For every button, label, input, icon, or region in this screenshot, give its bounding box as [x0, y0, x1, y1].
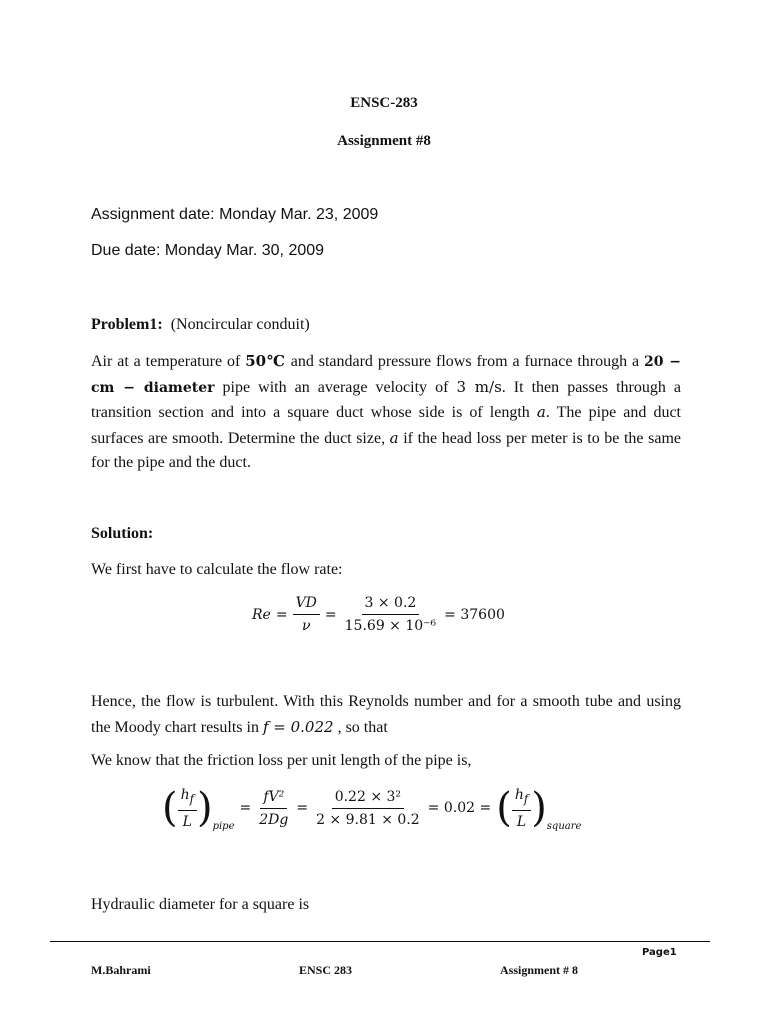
fraction: [342, 594, 440, 635]
paragraph-text: Hence, the flow is turbulent. With this Reynolds number and for a smooth tube and using the Moody chart results in: [91, 693, 681, 736]
hydraulic-diameter-text: Hydraulic diameter for a square is: [91, 896, 310, 913]
denominator: 15.69 × 10⁻⁶: [344, 618, 437, 634]
numerator: 0.22 × 3²: [332, 788, 404, 809]
fraction: [178, 786, 197, 831]
eq-result: = 37600: [444, 606, 505, 623]
problem-text: . The pipe and duct surfaces are smooth. Determine the duct size,: [91, 404, 682, 447]
side-variable: a: [389, 428, 399, 447]
paren: (: [162, 785, 178, 832]
numerator: [178, 786, 197, 811]
denominator: 2Dg: [259, 811, 289, 828]
problem-heading: [91, 316, 310, 334]
pipe-diameter: 20 − cm − diameter: [91, 354, 681, 396]
paren: ): [196, 785, 213, 832]
problem-label: Problem1:: [91, 316, 163, 333]
numerator: 3 × 0.2: [362, 594, 420, 615]
eq-operator: =: [275, 606, 288, 623]
problem-subtitle: (Noncircular conduit): [170, 316, 310, 333]
denominator: ν: [301, 618, 311, 634]
due-date: Due date: Monday Mar. 30, 2009: [91, 242, 325, 259]
footer-divider: [50, 941, 710, 942]
numerator: VD: [293, 594, 320, 615]
numerator: fV²: [260, 788, 287, 809]
numerator: [512, 786, 531, 811]
friction-factor: f = 0.022: [262, 717, 334, 736]
velocity-value: 3 m/s: [456, 377, 502, 396]
paren: ): [531, 785, 547, 832]
problem-text: Air at a temperature of: [91, 353, 246, 370]
temperature-value: 50℃: [245, 352, 286, 370]
problem-text: and standard pressure flows from a furnace through a: [285, 353, 644, 370]
eq-operator: =: [296, 800, 309, 817]
eq-result: = 0.02 =: [427, 800, 492, 817]
denominator: L: [182, 813, 192, 830]
reynolds-equation: [252, 594, 510, 635]
turbulent-paragraph: [91, 690, 681, 740]
assignment-title: Assignment #8: [337, 133, 431, 149]
problem-text: . It then passes through a transition section and into a square duct whose side is of length: [91, 378, 682, 421]
eq-operator: =: [239, 800, 252, 817]
paragraph-text: , so that: [333, 718, 388, 736]
fraction: [313, 788, 423, 829]
eq-subscript: f: [523, 791, 529, 806]
friction-loss-text: We know that the friction loss per unit length of the pipe is,: [91, 752, 472, 769]
fraction: [293, 594, 320, 635]
denominator: L: [516, 813, 527, 830]
problem-statement: [91, 349, 681, 476]
footer-author: M.Bahrami: [91, 963, 151, 977]
problem-text: if the head loss per meter is to be the same for the pipe and the duct.: [91, 429, 681, 471]
fraction: [256, 788, 291, 829]
eq-term: Re: [252, 606, 271, 623]
eq-operator: =: [324, 606, 337, 623]
footer-course: ENSC 283: [299, 963, 353, 977]
side-variable: a: [536, 403, 546, 421]
page-number: Page1: [642, 947, 677, 958]
footer-assignment: Assignment # 8: [500, 963, 579, 977]
fraction: [512, 786, 531, 831]
problem-text: pipe with an average velocity of: [214, 378, 457, 396]
denominator: 2 × 9.81 × 0.2: [316, 811, 420, 828]
head-loss-equation: [162, 786, 581, 831]
square-subscript: square: [546, 820, 582, 832]
assignment-date: Assignment date: Monday Mar. 23, 2009: [91, 206, 379, 223]
course-title: ENSC-283: [350, 95, 418, 111]
eq-term: h: [180, 787, 190, 803]
eq-subscript: f: [189, 791, 194, 806]
pipe-subscript: pipe: [212, 820, 235, 832]
solution-intro: We first have to calculate the flow rate:: [91, 561, 343, 578]
eq-term: h: [514, 787, 524, 803]
paren: (: [496, 785, 512, 832]
solution-heading: Solution:: [91, 525, 154, 542]
